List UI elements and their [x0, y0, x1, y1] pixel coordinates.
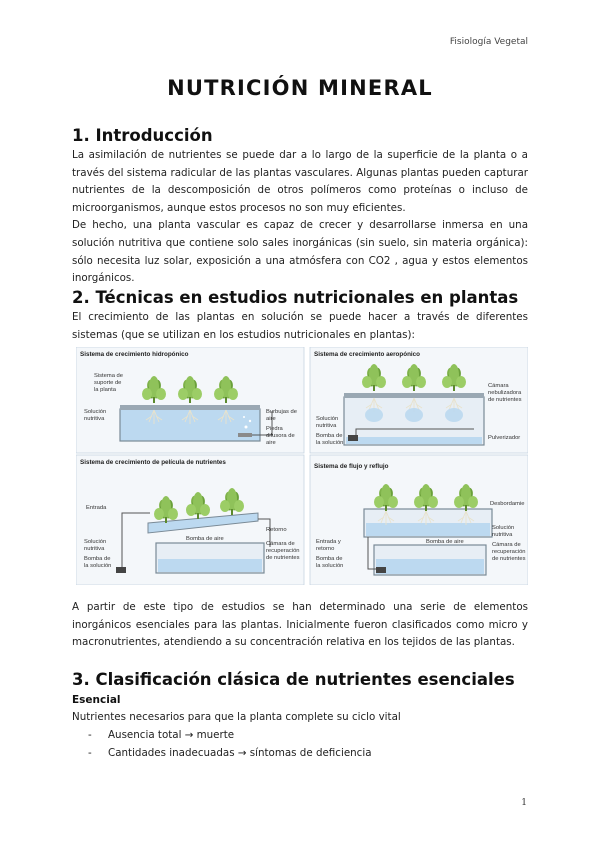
list-item: - Ausencia total → muerte [88, 727, 372, 745]
hydroponic-panel [76, 347, 304, 453]
aeroponic-panel [310, 347, 528, 453]
bullet-dash: - [88, 729, 92, 741]
section-1-paragraph-2: De hecho, una planta vascular es capaz de crecer y desarrollarse inmersa en una solución nutritiva que contiene solo sales inorgánicas (sin suelo, sin materia orgánica): sólo necesita luz solar, exposición a una atmósfera con CO2 , agua y estos elementos inorgánicos. [72, 219, 528, 285]
ebb-flow-title: Sistema de flujo y reflujo [314, 463, 389, 470]
section-1-paragraph-1: La asimilación de nutrientes se puede dar a lo largo de la superficie de la planta o a través del sistema radicular de las plantas vasculares. Algunas plantas pueden capturar nutrientes de la descomposición de otros polímeros como proteínas o incluso de microorganismos, aunque estos procesos no son muy eficientes. [72, 149, 528, 214]
page-number: 1 [521, 798, 527, 808]
list-item: - Cantidades inadecuadas → síntomas de deficiencia [88, 745, 372, 763]
hydroponic-title: Sistema de crecimiento hidropónico [80, 351, 189, 358]
page-title: NUTRICIÓN MINERAL [167, 76, 433, 100]
section-1-body [72, 147, 528, 288]
ebb-flow-panel [310, 455, 528, 585]
running-header: Fisiología Vegetal [449, 37, 528, 47]
svg-text:Sistema de suporte de: Sistema de suporte de la planta Solución nutritiva Burbujas de aire Piedra difusora de aire [84, 373, 297, 446]
section-2-conclusion: A partir de este tipo de estudios se han determinado una serie de elementos inorgánicos esenciales para las plantas. Inicialmente fueron clasificados como micro y macronutrientes, atendiendo a su concentración relativa en los tejidos de las plantas. [72, 601, 528, 649]
essential-criteria-list [88, 727, 372, 762]
section-3-heading: 3. Clasificación clásica de nutrientes esenciales [72, 670, 515, 689]
section-3-subheading: Esencial [72, 694, 121, 706]
svg-text:Desbordamie Bomba de a: Desbordamie Bomba de aire Entrada y retorno Bomba de la solución Solución nutritiva Cámara de recuperación de nutrientes [316, 501, 526, 569]
bullet-dash: - [88, 746, 92, 759]
section-2-heading: 2. Técnicas en estudios nutricionales en plantas [72, 288, 519, 307]
hydroponic-systems-figure [76, 347, 528, 585]
section-3-text: Nutrientes necesarios para que la planta complete su ciclo vital [72, 711, 401, 723]
section-1-heading: 1. Introducción [72, 126, 213, 145]
svg-text:Cámara nebulizadora: Cámara nebulizadora de nutrientes Solución nutritiva Bomba de la solución Pulverizador [316, 383, 522, 446]
nft-panel [76, 455, 304, 585]
nft-title: Sistema de crecimiento de película de nutrientes [80, 459, 226, 466]
svg-text:Entrada Retorno: Entrada Retorno Bomba de aire Solución nutritiva Bomba de la solución Cámara de recuperación de nutrientes [84, 505, 300, 569]
figure-svg [76, 347, 528, 585]
aeroponic-title: Sistema de crecimiento aeropónico [314, 351, 421, 358]
section-2-intro: El crecimiento de las plantas en solución se puede hacer a través de diferentes sistemas (que se utilizan en los estudios nutricionales en plantas): [72, 311, 528, 341]
